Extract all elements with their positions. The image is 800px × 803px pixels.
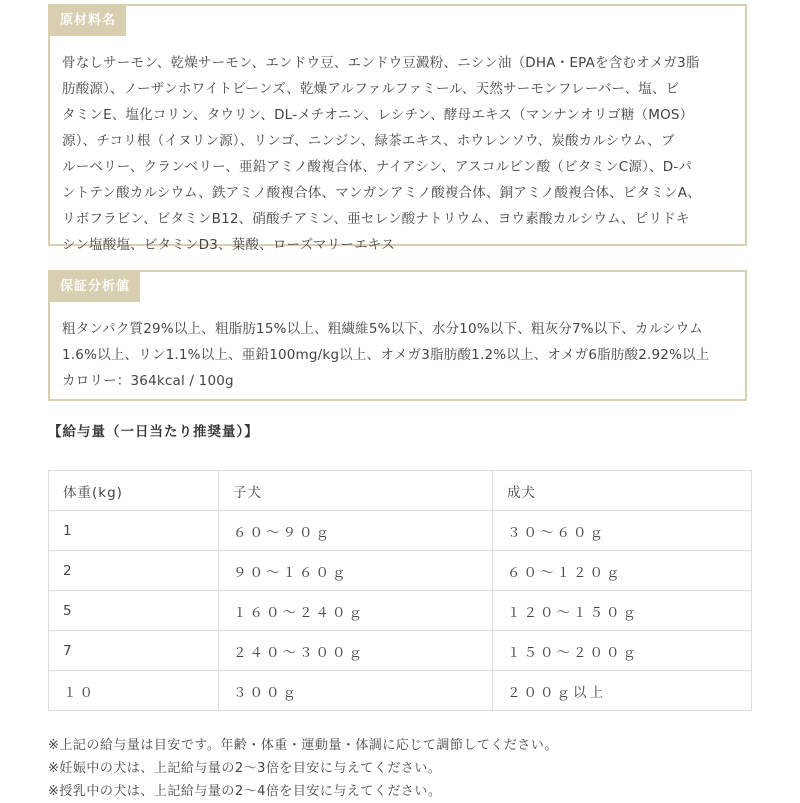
header-weight: 体重(kg) <box>49 471 219 511</box>
table-row <box>49 591 752 631</box>
adult-cell: ２００ｇ以上 <box>493 671 752 711</box>
puppy-cell: １６０～２４０ｇ <box>219 591 493 631</box>
analysis-label: 保証分析値 <box>50 272 140 302</box>
ingredients-text: 骨なしサーモン、乾燥サーモン、エンドウ豆、エンドウ豆澱粉、ニシン油（DHA・EPAを含むオメガ3脂 肪酸源）、ノーザンホワイトビーンズ、乾燥アルファルファミール、天然サーモンフレーバー、塩、ビ タミンE、塩化コリン、タウリン、DL-メチオニン、レシチン、酵母エキス（マンナンオリゴ糖（MOS） 源）、チコリ根（イヌリン源）、リンゴ、ニンジン、緑茶エキス、ホウレンソウ、炭酸カルシウム、ブ ルーベリー、クランベリー、亜鉛アミノ酸複合体、ナイアシン、アスコルビン酸（ビタミンC源）、D-パ ントテン酸カルシウム、鉄アミノ酸複合体、マンガンアミノ酸複合体、銅アミノ酸複合体、ビタミンA、 リボフラビン、ビタミンB12、硝酸チアミン、亜セレン酸ナトリウム、ヨウ素酸カルシウム、ピリドキ シン塩酸塩、ビタミンD3、葉酸、ローズマリーエキス <box>62 55 701 253</box>
table-header-row <box>49 471 752 511</box>
note-line: ※授乳中の犬は、上記給与量の2～4倍を目安に与えてください。 <box>48 784 442 799</box>
adult-cell: １２０～１５０ｇ <box>493 591 752 631</box>
header-puppy: 子犬 <box>219 471 493 511</box>
note-line: ※上記の給与量は目安です。年齢・体重・運動量・体調に応じて調節してください。 <box>48 738 558 753</box>
table-row <box>49 671 752 711</box>
feeding-heading: 【給与量（一日当たり推奨量）】 <box>48 424 259 440</box>
weight-cell: 2 <box>49 551 219 591</box>
adult-cell: １５０～２００ｇ <box>493 631 752 671</box>
header-adult: 成犬 <box>493 471 752 511</box>
adult-cell: ３０～６０ｇ <box>493 511 752 551</box>
adult-cell: ６０～１２０ｇ <box>493 551 752 591</box>
ingredients-label: 原材料名 <box>50 6 126 36</box>
note-line: ※妊娠中の犬は、上記給与量の2～3倍を目安に与えてください。 <box>48 761 442 776</box>
puppy-cell: ９０～１６０ｇ <box>219 551 493 591</box>
weight-cell: 7 <box>49 631 219 671</box>
feeding-table <box>48 470 752 711</box>
puppy-cell: ３００ｇ <box>219 671 493 711</box>
weight-cell: 5 <box>49 591 219 631</box>
puppy-cell: ６０～９０ｇ <box>219 511 493 551</box>
feeding-notes <box>48 734 558 803</box>
analysis-text: 粗タンパク質29%以上、粗脂肪15%以上、粗繊維5%以下、水分10%以下、粗灰分7%以下、カルシウム 1.6%以上、リン1.1%以上、亜鉛100mg/kg以上、オメガ3脂肪酸1.2%以上、オメガ6脂肪酸2.92%以上 カロリー：364kcal / 100g <box>62 321 710 389</box>
weight-cell: １０ <box>49 671 219 711</box>
puppy-cell: ２４０～３００ｇ <box>219 631 493 671</box>
table-row <box>49 631 752 671</box>
analysis-box <box>48 270 747 401</box>
table-row <box>49 551 752 591</box>
weight-cell: 1 <box>49 511 219 551</box>
ingredients-box <box>48 4 747 253</box>
table-row <box>49 511 752 551</box>
